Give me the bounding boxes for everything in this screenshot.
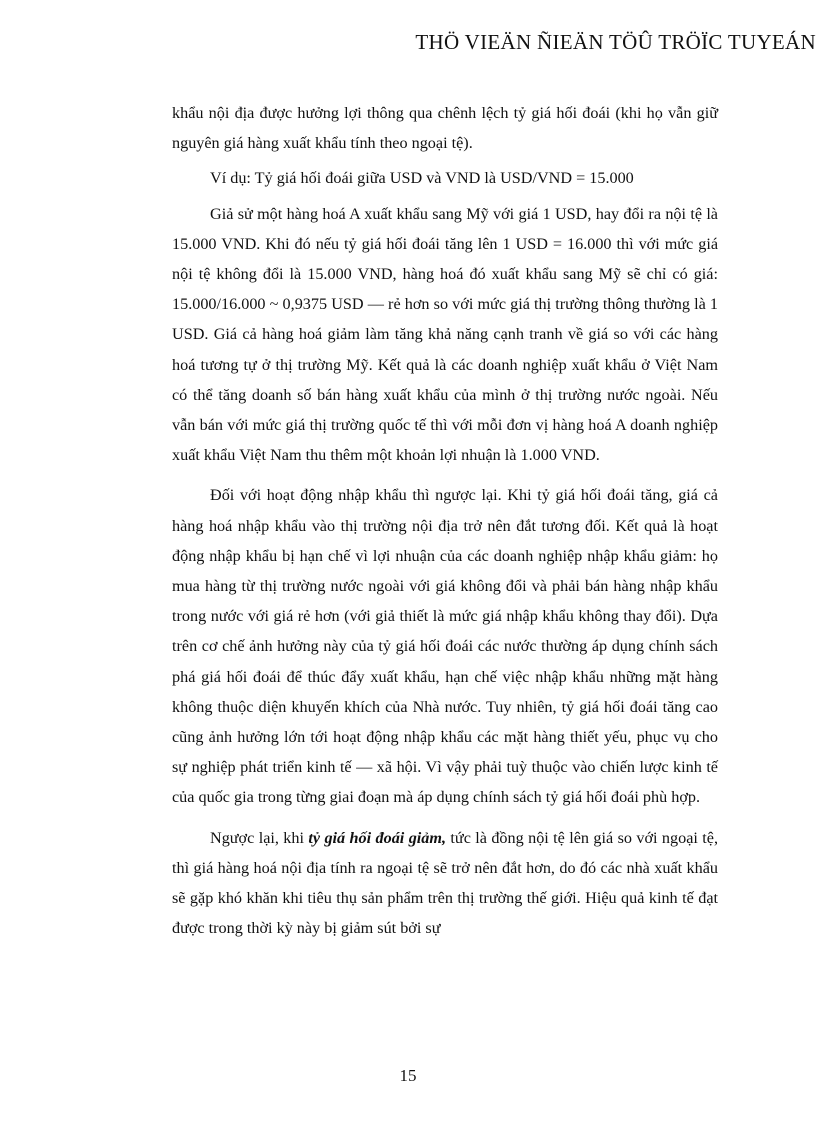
paragraph-rate-decrease-rest: tức là đồng nội tệ lên giá so với ngoại tệ, thì giá hàng hoá nội địa tính ra ngoại tệ sẽ trở nên đắt hơn, do đó các nhà xuất khẩu sẽ gặp khó khăn khi tiêu thụ sản phẩm trên thị trường thế giới. Hiệu quả kinh tế đạt được trong thời kỳ này bị giảm sút bởi sự (172, 828, 718, 938)
paragraph-continuation: khẩu nội địa được hưởng lợi thông qua chênh lệch tỷ giá hối đoái (khi họ vẫn giữ nguyên giá hàng xuất khẩu tính theo ngoại tệ). (172, 104, 718, 153)
emphasis-rate-decrease: tỷ giá hối đoái giảm, (308, 828, 447, 847)
paragraph-import-effect: Đối với hoạt động nhập khẩu thì ngược lại. Khi tỷ giá hối đoái tăng, giá cả hàng hoá nhập khẩu vào thị trường nội địa trở nên đắt tương đối. Kết quả là hoạt động nhập khẩu bị hạn chế vì lợi nhuận của các doanh nghiệp nhập khẩu giảm: họ mua hàng từ thị trường nước ngoài với giá không đổi và phải bán hàng nhập khẩu trong nước với giá rẻ hơn (với giả thiết là mức giá nhập khẩu không thay đổi). Dựa trên cơ chế ảnh hưởng này của tỷ giá hối đoái các nước thường áp dụng chính sách phá giá hối đoái để thúc đẩy xuất khẩu, hạn chế việc nhập khẩu những mặt hàng không thuộc diện khuyến khích của Nhà nước. Tuy nhiên, tỷ giá hối đoái tăng cao cũng ảnh hưởng lớn tới hoạt động nhập khẩu các mặt hàng thiết yếu, phục vụ cho sự nghiệp phát triển kinh tế — xã hội. Vì vậy phải tuỳ thuộc vào chiến lược kinh tế của quốc gia trong từng giai đoạn mà áp dụng chính sách tỷ giá hối đoái phù hợp. (172, 486, 718, 807)
document-body (172, 98, 718, 943)
paragraph-rate-decrease-lead: Ngược lại, khi (210, 828, 309, 847)
paragraph-export-example: Giả sử một hàng hoá A xuất khẩu sang Mỹ với giá 1 USD, hay đổi ra nội tệ là 15.000 VND. Khi đó nếu tỷ giá hối đoái tăng lên 1 USD = 16.000 thì với mức giá nội tệ không đổi là 15.000 VND, hàng hoá đó xuất khẩu sang Mỹ sẽ chỉ có giá: 15.000/16.000 ~ 0,9375 USD — rẻ hơn so với mức giá thị trường thông thường là 1 USD. Giá cả hàng hoá giảm làm tăng khả năng cạnh tranh về giá so với các hàng hoá tương tự ở thị trường Mỹ. Kết quả là các doanh nghiệp xuất khẩu ở Việt Nam có thể tăng doanh số bán hàng xuất khẩu của mình ở thị trường nước ngoài. Nếu vẫn bán với mức giá thị trường quốc tế thì với mỗi đơn vị hàng hoá A doanh nghiệp xuất khẩu Việt Nam thu thêm một khoản lợi nhuận là 1.000 VND. (172, 204, 718, 465)
paragraph-example: Ví dụ: Tỷ giá hối đoái giữa USD và VND là USD/VND = 15.000 (210, 169, 634, 188)
page-header: THÖ VIEÄN ÑIEÄN TÖÛ TRÖÏC TUYEÁN (415, 30, 816, 54)
paragraph-rate-decrease (172, 823, 718, 944)
page-number: 15 (399, 1066, 417, 1085)
